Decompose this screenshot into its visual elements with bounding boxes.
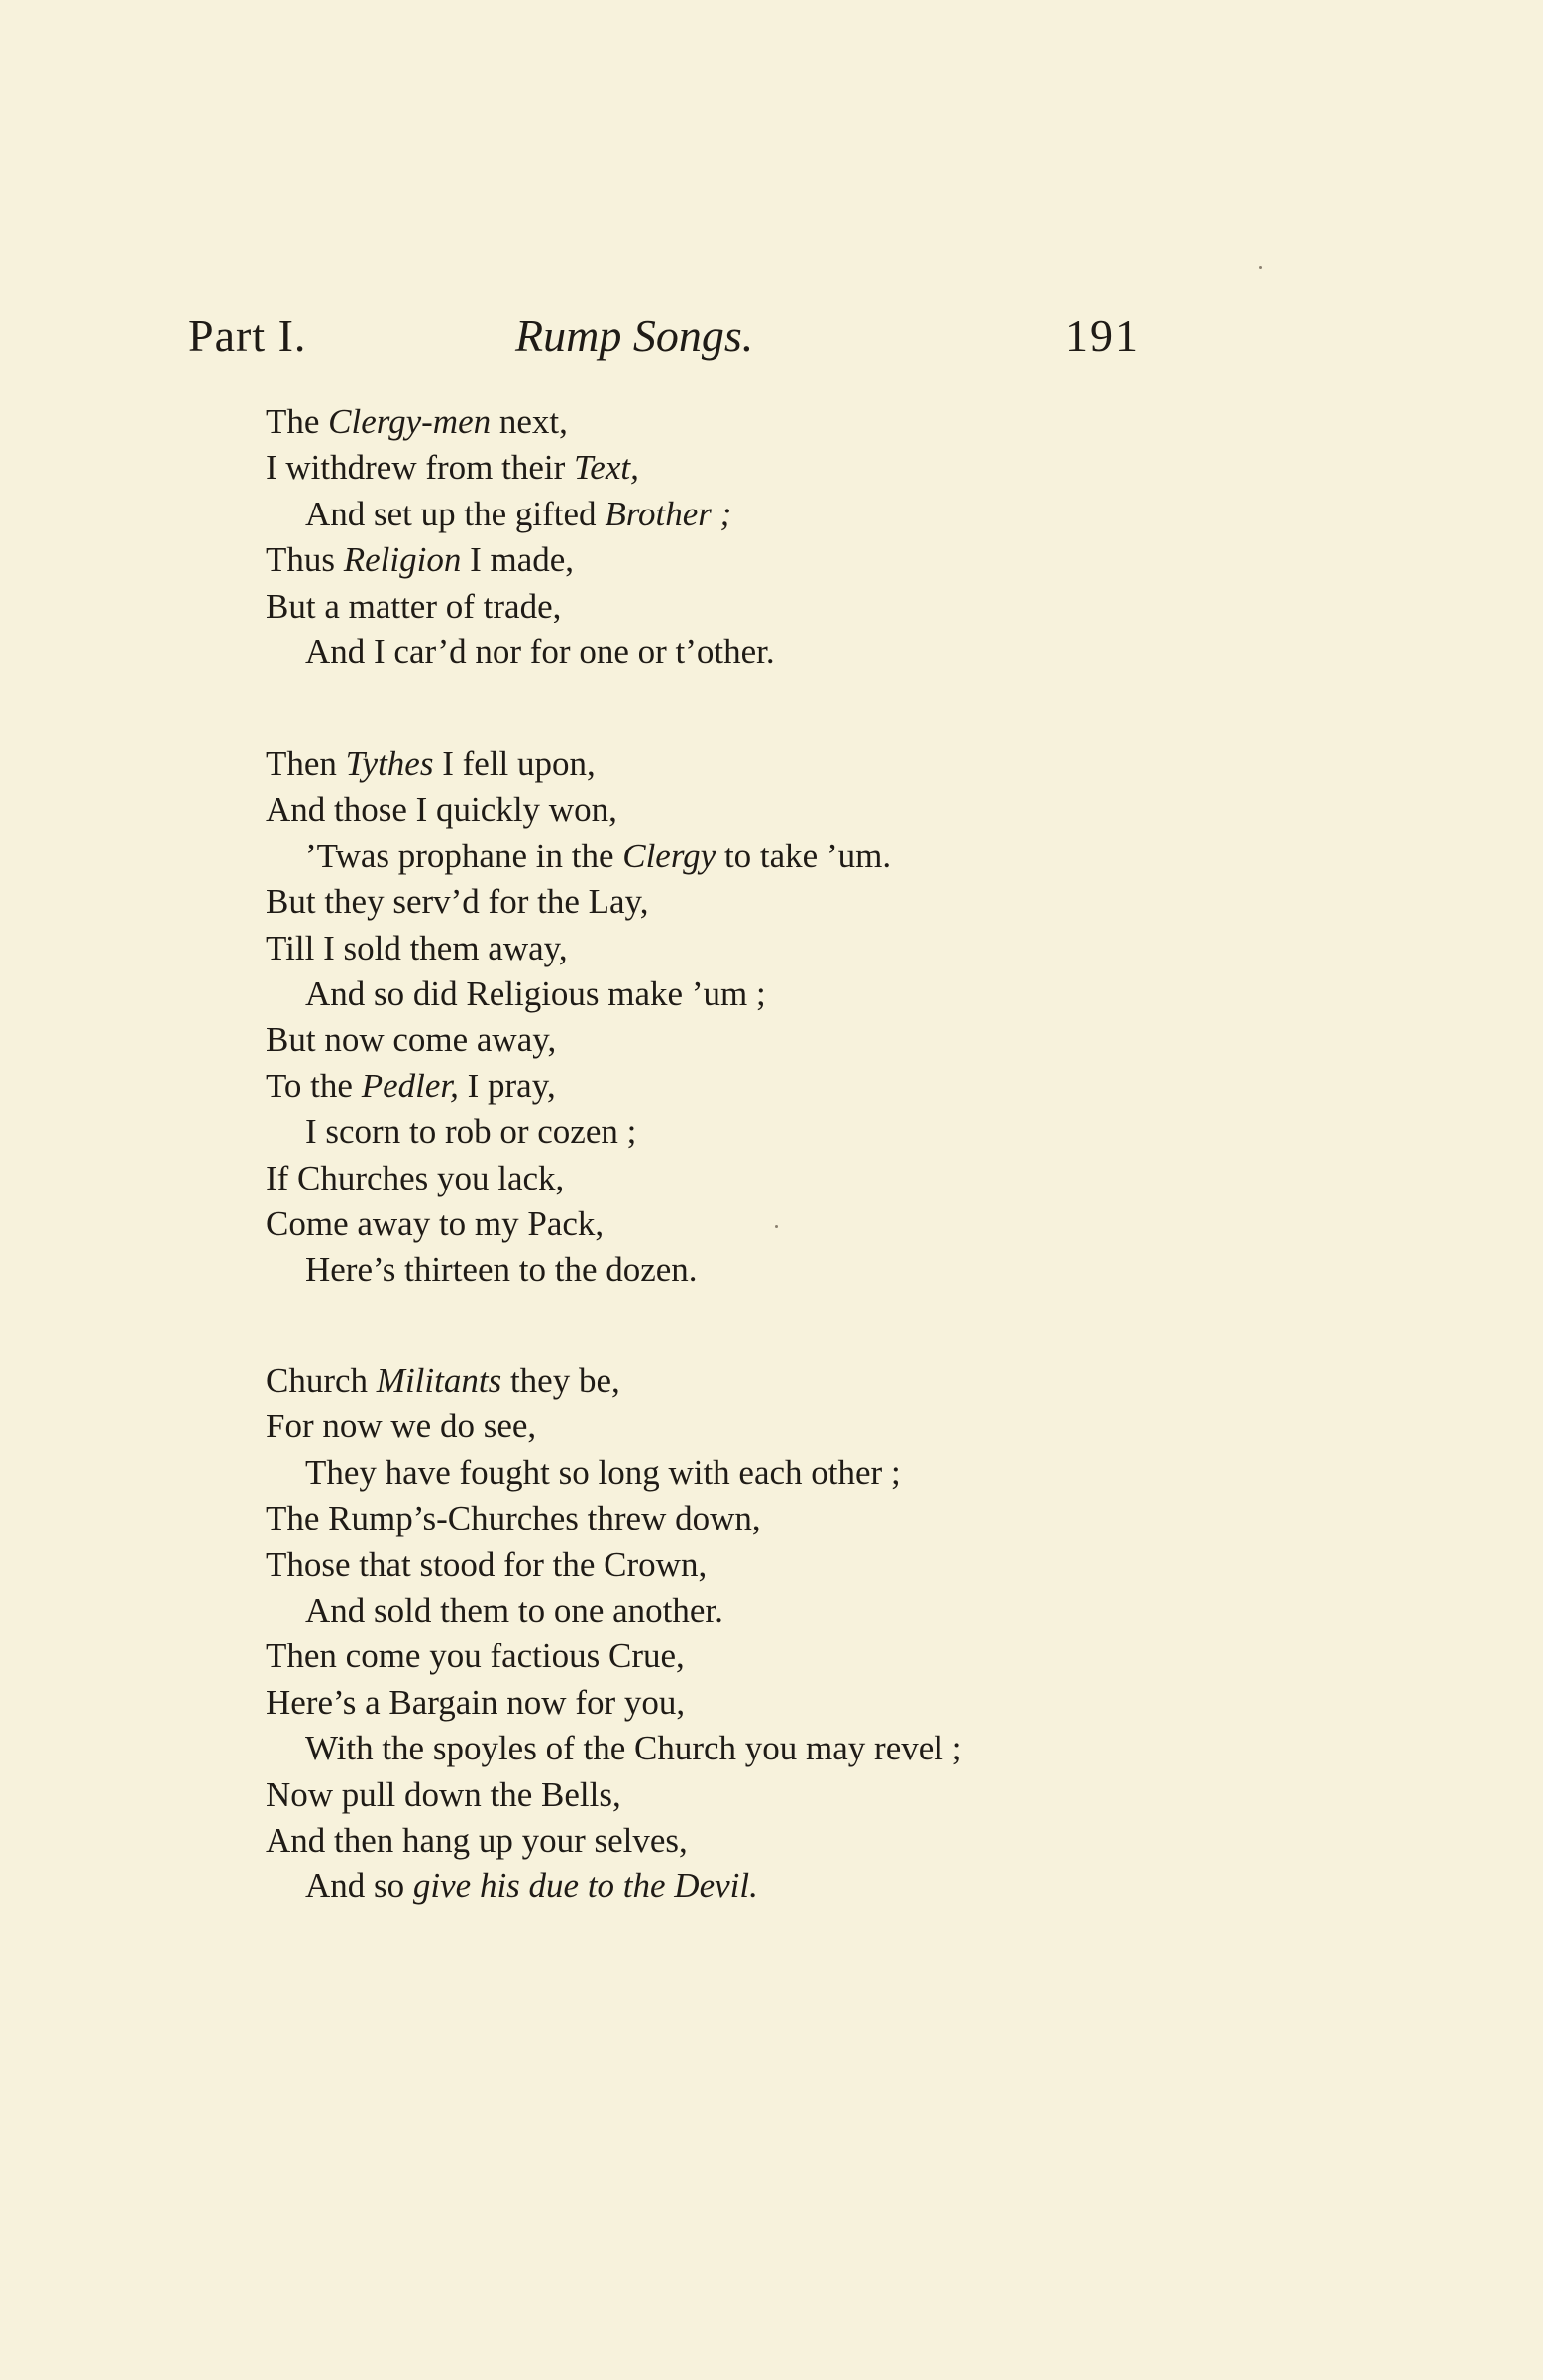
stanza-2 bbox=[266, 741, 1257, 1294]
running-header bbox=[188, 309, 1140, 369]
paper-speck bbox=[1259, 266, 1262, 269]
verse-line: And those I quickly won, bbox=[266, 790, 617, 830]
paper-speck bbox=[775, 1225, 778, 1228]
verse-line: Come away to my Pack, bbox=[266, 1203, 605, 1243]
verse-line: Here’s a Bargain now for you, bbox=[266, 1682, 686, 1722]
verse-line: Then come you factious Crue, bbox=[266, 1637, 685, 1676]
stanza-1 bbox=[266, 399, 1257, 675]
stanza-3 bbox=[266, 1358, 1257, 1910]
verse-line: Thus Religion I made, bbox=[266, 540, 575, 580]
verse-line: Here’s thirteen to the dozen. bbox=[305, 1250, 698, 1290]
verse-line: But they serv’d for the Lay, bbox=[266, 882, 649, 922]
verse-line: But a matter of trade, bbox=[266, 586, 562, 625]
page-number: 191 bbox=[1065, 310, 1140, 361]
verse-line: And set up the gifted Brother ; bbox=[305, 494, 732, 533]
verse-line: And so give his due to the Devil. bbox=[305, 1867, 758, 1906]
verse-line: I scorn to rob or cozen ; bbox=[305, 1112, 637, 1152]
running-title: Rump Songs. bbox=[515, 310, 754, 361]
verse-line: Church Militants they be, bbox=[266, 1361, 620, 1400]
verse-line: Those that stood for the Crown, bbox=[266, 1544, 708, 1584]
verse-line: And so did Religious make ’um ; bbox=[305, 973, 766, 1013]
verse-line: ’Twas prophane in the Clergy to take ’um. bbox=[305, 836, 892, 875]
verse-line: They have fought so long with each other ; bbox=[305, 1452, 901, 1492]
verse-line: To the Pedler, I pray, bbox=[266, 1066, 556, 1105]
verse-line: If Churches you lack, bbox=[266, 1158, 565, 1197]
verse-line: And I car’d nor for one or t’other. bbox=[305, 631, 775, 671]
verse-line: Till I sold them away, bbox=[266, 928, 568, 967]
verse-line: And then hang up your selves, bbox=[266, 1820, 688, 1860]
verse-line: Now pull down the Bells, bbox=[266, 1774, 621, 1814]
part-label: Part I. bbox=[188, 310, 307, 361]
verse-line: With the spoyles of the Church you may revel ; bbox=[305, 1729, 962, 1768]
verse-line: And sold them to one another. bbox=[305, 1590, 723, 1630]
verse-line: For now we do see, bbox=[266, 1407, 537, 1446]
verse-line: I withdrew from their Text, bbox=[266, 448, 639, 488]
verse-line: Then Tythes I fell upon, bbox=[266, 744, 596, 783]
verse-line: The Rump’s-Churches threw down, bbox=[266, 1499, 761, 1538]
verse-line: But now come away, bbox=[266, 1020, 557, 1060]
verse-line: The Clergy-men next, bbox=[266, 402, 568, 441]
